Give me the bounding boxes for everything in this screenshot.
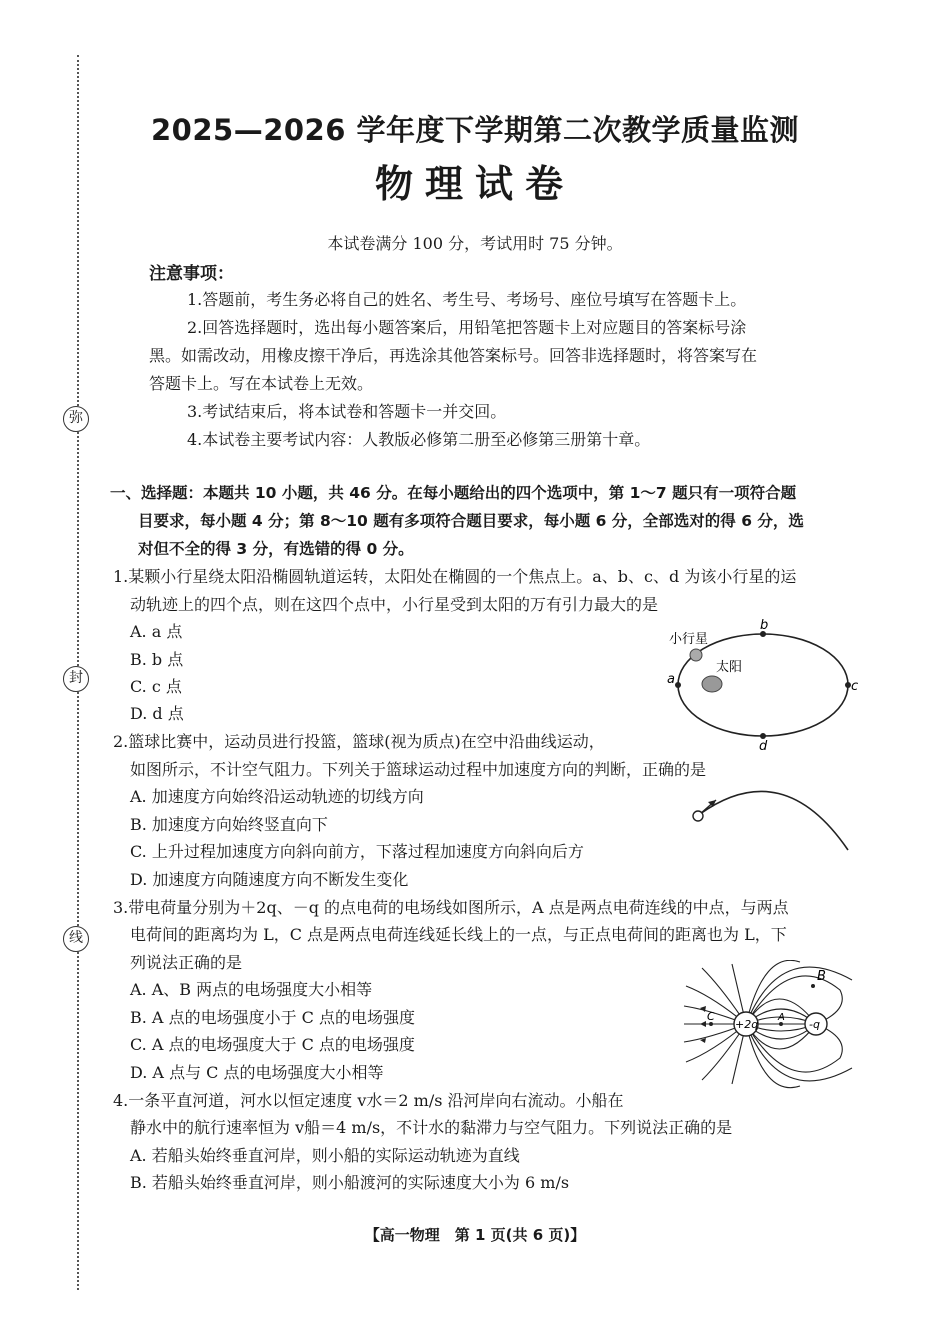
positive-charge-label: +2q [735, 1018, 759, 1031]
q1-stem-line-2: 动轨迹上的四个点，则在这四个点中，小行星受到太阳的万有引力最大的是 [130, 595, 659, 614]
q2-basketball-figure [688, 780, 858, 860]
q1-option-a: A. a 点 [130, 622, 183, 641]
point-c-label: c [851, 679, 859, 694]
q3-stem-line-3: 列说法正确的是 [130, 953, 243, 972]
q1-orbit-figure [660, 615, 870, 755]
point-a-label: a [667, 672, 675, 687]
notes-heading: 注意事项： [149, 264, 234, 284]
section1-line-3: 对但不全的得 3 分，有选错的得 0 分。 [138, 540, 414, 558]
point-c-label: C [707, 1010, 715, 1023]
note-line-2: 2.回答选择题时，选出每小题答案后，用铅笔把答题卡上对应题目的答案标号涂 [187, 318, 747, 337]
q2-option-c: C. 上升过程加速度方向斜向前方，下落过程加速度方向斜向后方 [130, 842, 584, 861]
note-line-4: 答题卡上。写在本试卷上无效。 [149, 374, 374, 393]
trajectory-curve [700, 791, 848, 850]
q1-option-b: B. b 点 [130, 650, 184, 669]
q3-option-a: A. A、B 两点的电场强度大小相等 [130, 980, 373, 999]
q3-option-b: B. A 点的电场强度小于 C 点的电场强度 [130, 1008, 415, 1027]
q1-option-c: C. c 点 [130, 677, 182, 696]
seal-char-xian: 线 [63, 926, 89, 952]
q1-option-d: D. d 点 [130, 704, 184, 723]
q4-stem-line-1: 4.一条平直河道，河水以恒定速度 v水＝2 m/s 沿河岸向右流动。小船在 [113, 1091, 624, 1110]
section1-line-1: 一、选择题：本题共 10 小题，共 46 分。在每小题给出的四个选项中，第 1～7 题只有一项符合题 [110, 484, 797, 502]
exam-info: 本试卷满分 100 分，考试用时 75 分钟。 [327, 234, 623, 253]
subject-title: 物理试卷 [374, 162, 575, 206]
q2-stem-line-2: 如图所示，不计空气阻力。下列关于篮球运动过程中加速度方向的判断，正确的是 [130, 760, 707, 779]
q2-option-a: A. 加速度方向始终沿运动轨迹的切线方向 [130, 787, 424, 806]
seal-char-feng: 封 [63, 666, 89, 692]
page-footer: 【高一物理 第 1 页(共 6 页)】 [364, 1226, 586, 1244]
asteroid-icon [690, 649, 702, 661]
point-d-label: d [759, 739, 768, 754]
q3-stem-line-1: 3.带电荷量分别为＋2q、－q 的点电荷的电场线如图所示，A 点是两点电荷连线的中点，与两点 [113, 898, 789, 917]
q2-stem-line-1: 2.篮球比赛中，运动员进行投篮，篮球(视为质点)在空中沿曲线运动， [113, 732, 605, 751]
q4-stem-line-2: 静水中的航行速率恒为 v船＝4 m/s，不计水的黏滞力与空气阻力。下列说法正确的是 [130, 1118, 733, 1137]
note-line-3: 黑。如需改动，用橡皮擦干净后，再选涂其他答案标号。回答非选择题时，将答案写在 [149, 346, 758, 365]
asteroid-label: 小行星 [669, 632, 709, 647]
sun-label: 太阳 [716, 660, 743, 675]
q3-stem-line-2: 电荷间的距离均为 L，C 点是两点电荷连线延长线上的一点，与正点电荷间的距离也为 L，下 [130, 925, 787, 944]
section1-line-2: 目要求，每小题 4 分；第 8～10 题有多项符合题目要求，每小题 6 分，全部选对的得 6 分，选 [138, 512, 804, 530]
q2-option-b: B. 加速度方向始终竖直向下 [130, 815, 328, 834]
seal-char-mi: 弥 [63, 406, 89, 432]
point-a-dot [675, 682, 681, 688]
point-a-label: A [778, 1012, 785, 1023]
q1-stem-line-1: 1.某颗小行星绕太阳沿椭圆轨道运转，太阳处在椭圆的一个焦点上。a、b、c、d 为该小行星的运 [113, 567, 797, 586]
negative-charge-label: -q [809, 1018, 820, 1031]
point-b-label: b [760, 618, 769, 633]
q4-option-a: A. 若船头始终垂直河岸，则小船的实际运动轨迹为直线 [130, 1146, 520, 1165]
note-line-5: 3.考试结束后，将本试卷和答题卡一并交回。 [187, 402, 507, 421]
point-b-dot [811, 984, 815, 988]
q2-option-d: D. 加速度方向随速度方向不断发生变化 [130, 870, 409, 889]
q3-option-d: D. A 点与 C 点的电场强度大小相等 [130, 1063, 384, 1082]
q3-field-lines-figure [680, 960, 865, 1090]
note-line-6: 4.本试卷主要考试内容：人教版必修第二册至必修第三册第十章。 [187, 430, 651, 449]
q4-option-b: B. 若船头始终垂直河岸，则小船渡河的实际速度大小为 6 m/s [130, 1173, 570, 1192]
sun-icon [702, 676, 722, 692]
basketball-icon [693, 811, 703, 821]
q3-option-c: C. A 点的电场强度大于 C 点的电场强度 [130, 1035, 415, 1054]
point-b-label: B [817, 969, 826, 984]
note-line-1: 1.答题前，考生务必将自己的姓名、考生号、考场号、座位号填写在答题卡上。 [187, 290, 747, 309]
exam-title: 2025—2026 学年度下学期第二次教学质量监测 [150, 113, 800, 147]
